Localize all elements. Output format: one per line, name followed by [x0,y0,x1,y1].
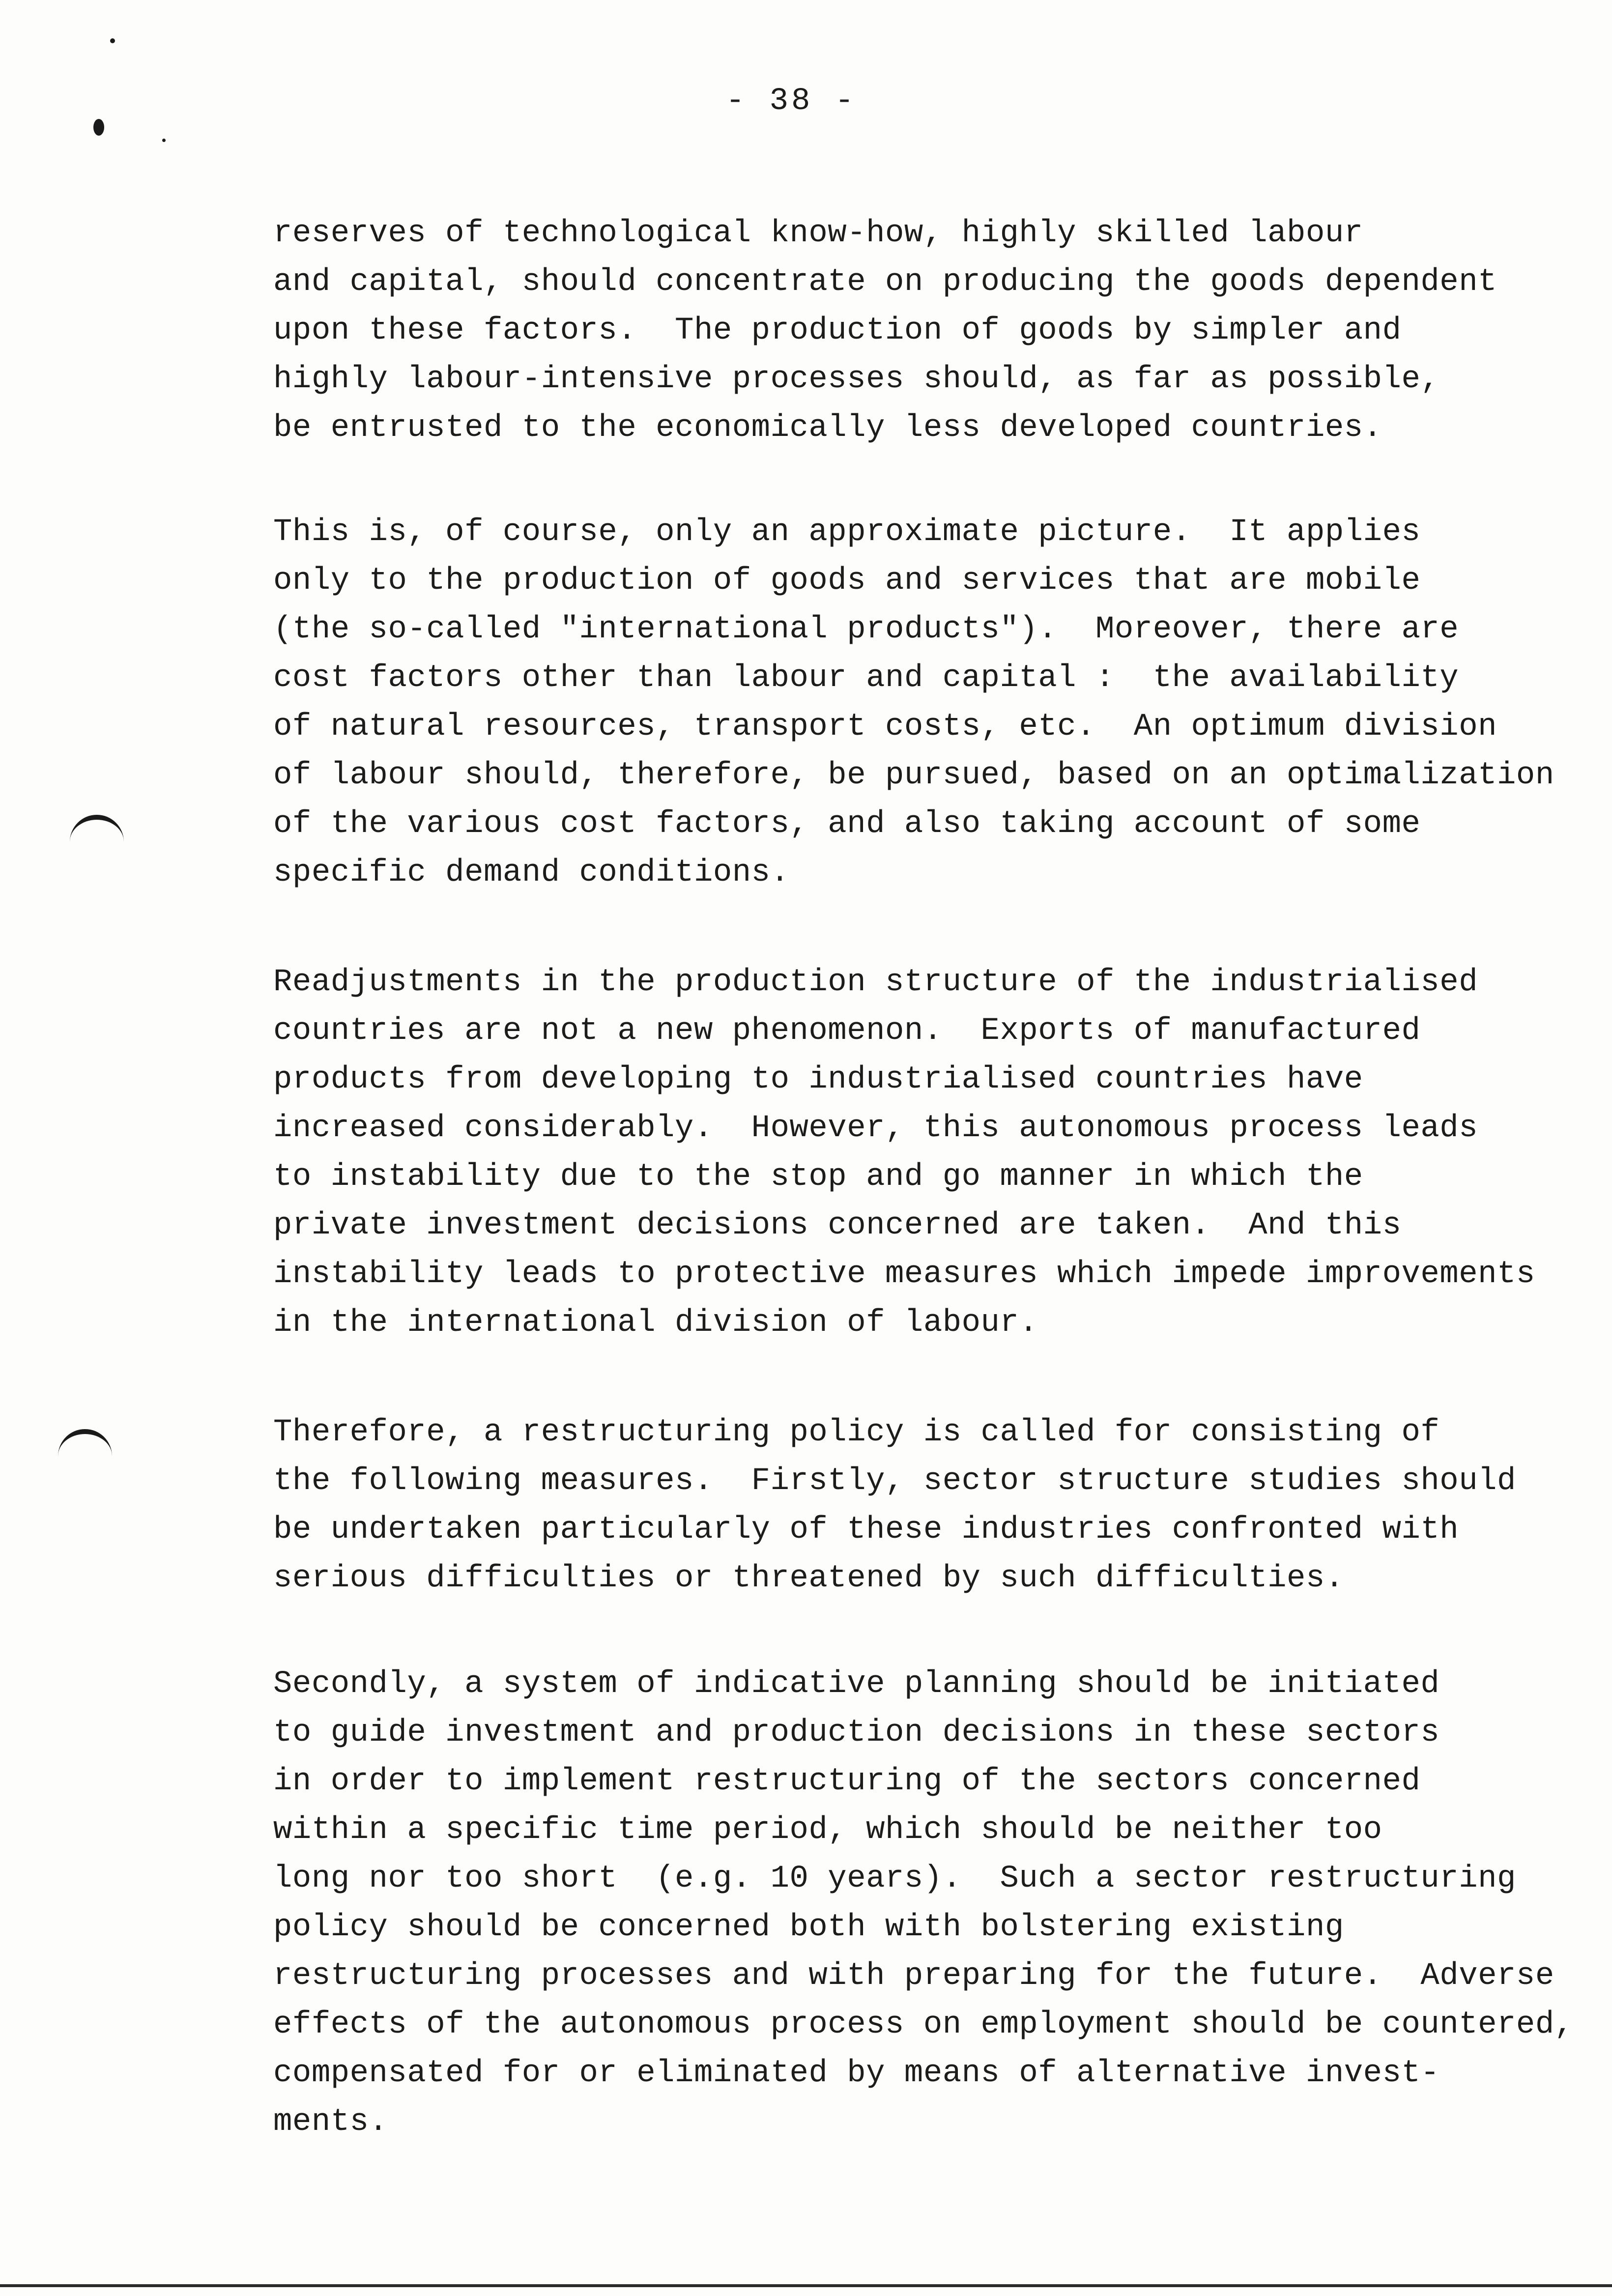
text-line: be undertaken particularly of these industries confronted with [273,1512,1459,1548]
text-line: compensated for or eliminated by means of alternative invest- [273,2056,1440,2091]
text-line: serious difficulties or threatened by such difficulties. [273,1561,1344,1596]
text-line: of the various cost factors, and also taking account of some [273,806,1421,842]
text-line: (the so-called "international products"). Moreover, there are [273,612,1459,647]
paragraph-4 [273,1408,1516,1603]
text-line: specific demand conditions. [273,855,790,890]
text-line: This is, of course, only an approximate picture. It applies [273,515,1421,550]
text-line: and capital, should concentrate on producing the goods dependent [273,264,1497,300]
text-line: of natural resources, transport costs, etc. An optimum division [273,709,1497,745]
text-line: ments. [273,2104,388,2140]
page-bottom-edge [0,2284,1612,2287]
text-line: products from developing to industrialised countries have [273,1062,1363,1097]
scan-speck [162,139,166,142]
text-line: upon these factors. The production of goods by simpler and [273,313,1402,348]
text-line: restructuring processes and with preparing for the future. Adverse [273,1958,1554,1994]
paragraph-3 [273,958,1535,1348]
paragraph-1 [273,209,1497,453]
text-line: Secondly, a system of indicative planning should be initiated [273,1666,1440,1702]
text-line: to instability due to the stop and go manner in which the [273,1159,1363,1195]
text-line: only to the production of goods and services that are mobile [273,563,1421,599]
scan-speck [110,38,115,43]
text-line: to guide investment and production decisions in these sectors [273,1715,1440,1751]
punch-hole-mark [58,1429,112,1464]
text-line: the following measures. Firstly, sector structure studies should [273,1464,1516,1499]
text-line: reserves of technological know-how, highly skilled labour [273,216,1363,251]
punch-hole-mark [70,815,124,849]
text-line: instability leads to protective measures which impede improvements [273,1257,1535,1292]
text-line: of labour should, therefore, be pursued, based on an optimalization [273,758,1554,793]
scan-speck [93,119,104,136]
paragraph-2 [273,508,1554,897]
text-line: Readjustments in the production structure of the industrialised [273,965,1478,1000]
page-number: - 38 - [725,84,857,119]
text-line: within a specific time period, which should be neither too [273,1812,1382,1848]
text-line: in the international division of labour. [273,1305,1038,1341]
text-line: effects of the autonomous process on employment should be countered, [273,2007,1574,2042]
text-line: highly labour-intensive processes should, as far as possible, [273,362,1440,397]
text-line: policy should be concerned both with bolstering existing [273,1910,1344,1945]
text-line: increased considerably. However, this autonomous process leads [273,1111,1478,1146]
paragraph-5 [273,1660,1574,2147]
text-line: cost factors other than labour and capital : the availability [273,660,1459,696]
text-line: Therefore, a restructuring policy is called for consisting of [273,1415,1440,1450]
text-line: in order to implement restructuring of the sectors concerned [273,1764,1421,1799]
text-line: private investment decisions concerned are taken. And this [273,1208,1402,1243]
text-line: be entrusted to the economically less developed countries. [273,410,1382,446]
text-line: countries are not a new phenomenon. Exports of manufactured [273,1013,1421,1049]
text-line: long nor too short (e.g. 10 years). Such a sector restructuring [273,1861,1516,1896]
